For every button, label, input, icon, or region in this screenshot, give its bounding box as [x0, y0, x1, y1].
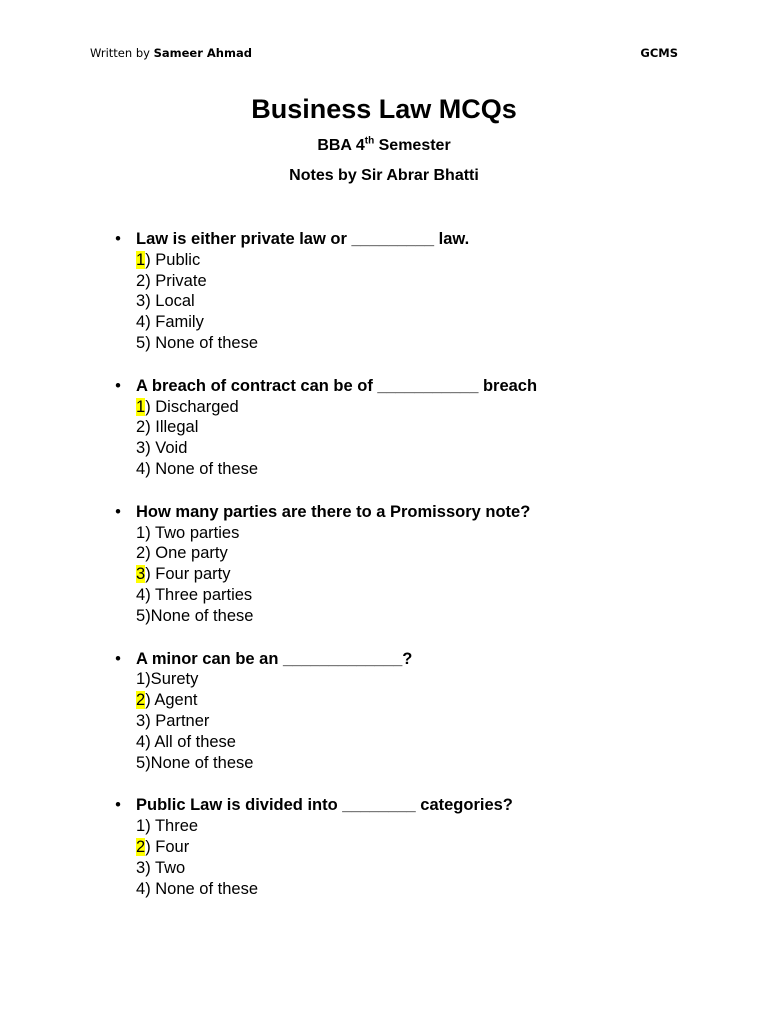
bullet-icon: • — [115, 502, 121, 521]
written-by-prefix: Written by — [90, 46, 154, 60]
option-text: ) Private — [145, 271, 207, 290]
question-item — [0, 229, 768, 354]
answer-option — [136, 417, 768, 438]
option-number: 1 — [136, 817, 146, 836]
option-number: 3 — [136, 711, 146, 730]
option-text: ) Four party — [145, 565, 231, 584]
answer-option — [136, 711, 768, 732]
highlighted-answer-number: 2 — [136, 837, 146, 856]
notes-author-line: Notes by Sir Abrar Bhatti — [289, 167, 479, 184]
answer-option — [136, 250, 768, 271]
option-text: ) None of these — [145, 459, 259, 478]
option-text: ) Illegal — [145, 418, 199, 437]
option-text: ) Two parties — [145, 523, 240, 542]
answer-option — [136, 523, 768, 544]
answer-option — [136, 690, 768, 711]
option-text: ) Public — [145, 250, 201, 269]
answer-option — [136, 333, 768, 354]
organization-label: GCMS — [640, 46, 678, 60]
option-text: ) None of these — [145, 879, 259, 898]
question-item — [0, 376, 768, 480]
option-number: 4 — [136, 732, 146, 751]
answer-option — [136, 669, 768, 690]
highlighted-answer-number: 1 — [136, 250, 146, 269]
option-text: ) Three parties — [145, 585, 253, 604]
answer-option — [136, 459, 768, 480]
question-text: How many parties are there to a Promissory note? — [136, 502, 531, 521]
answer-option — [136, 564, 768, 585]
page-header — [90, 46, 678, 64]
author-name: Sameer Ahmad — [153, 46, 252, 60]
semester-subtitle — [0, 135, 768, 157]
highlighted-answer-number: 2 — [136, 691, 146, 710]
answer-option — [136, 397, 768, 418]
page-title: Business Law MCQs — [251, 94, 517, 124]
question-text: A breach of contract can be of ___________ breach — [136, 376, 538, 395]
option-text: )None of these — [145, 606, 254, 625]
subtitle-prefix: BBA 4 — [317, 137, 365, 154]
question-text: Law is either private law or _________ law. — [136, 230, 470, 248]
bullet-icon: • — [115, 649, 121, 668]
option-number: 3 — [136, 858, 146, 877]
highlighted-answer-number: 1 — [136, 397, 146, 416]
option-number: 1 — [136, 523, 146, 542]
bullet-icon: • — [115, 376, 121, 395]
highlighted-answer-number: 3 — [136, 565, 146, 584]
answer-option — [136, 837, 768, 858]
answer-option — [136, 606, 768, 627]
option-number: 2 — [136, 418, 146, 437]
option-text: ) Partner — [145, 711, 210, 730]
option-number: 4 — [136, 879, 146, 898]
option-number: 4 — [136, 313, 146, 332]
subtitle-suffix: Semester — [374, 137, 451, 154]
option-text: )Surety — [145, 670, 199, 689]
option-number: 2 — [136, 271, 146, 290]
bullet-icon: • — [115, 230, 121, 248]
option-number: 4 — [136, 459, 146, 478]
bullet-icon: • — [115, 796, 121, 815]
option-text: ) Agent — [145, 691, 198, 710]
answer-option — [136, 585, 768, 606]
question-text: Public Law is divided into ________ categories? — [136, 796, 513, 815]
author-credit — [90, 46, 252, 60]
option-number: 5 — [136, 606, 146, 625]
option-text: ) Void — [145, 439, 188, 458]
option-number: 4 — [136, 585, 146, 604]
subtitle-superscript: th — [364, 135, 375, 147]
question-item — [0, 795, 768, 899]
option-text: ) One party — [145, 544, 228, 563]
option-number: 2 — [136, 544, 146, 563]
option-number: 3 — [136, 292, 146, 311]
answer-option — [136, 438, 768, 459]
option-text: ) Two — [145, 858, 186, 877]
question-item — [0, 649, 768, 774]
option-text: ) Family — [145, 313, 204, 332]
option-text: ) Local — [145, 292, 195, 311]
option-number: 1 — [136, 670, 146, 689]
option-text: ) All of these — [145, 732, 236, 751]
option-number: 5 — [136, 333, 146, 352]
answer-option — [136, 732, 768, 753]
option-text: ) Three — [145, 817, 199, 836]
question-text: A minor can be an _____________? — [136, 649, 413, 668]
answer-option — [136, 312, 768, 333]
answer-option — [136, 753, 768, 774]
option-text: ) Discharged — [145, 397, 239, 416]
answer-option — [136, 816, 768, 837]
option-number: 3 — [136, 439, 146, 458]
option-text: )None of these — [145, 753, 254, 772]
option-text: ) Four — [145, 837, 190, 856]
question-list — [0, 229, 768, 899]
answer-option — [136, 543, 768, 564]
answer-option — [136, 879, 768, 900]
answer-option — [136, 271, 768, 292]
answer-option — [136, 858, 768, 879]
question-item — [0, 502, 768, 627]
option-text: ) None of these — [145, 333, 259, 352]
answer-option — [136, 291, 768, 312]
option-number: 5 — [136, 753, 146, 772]
